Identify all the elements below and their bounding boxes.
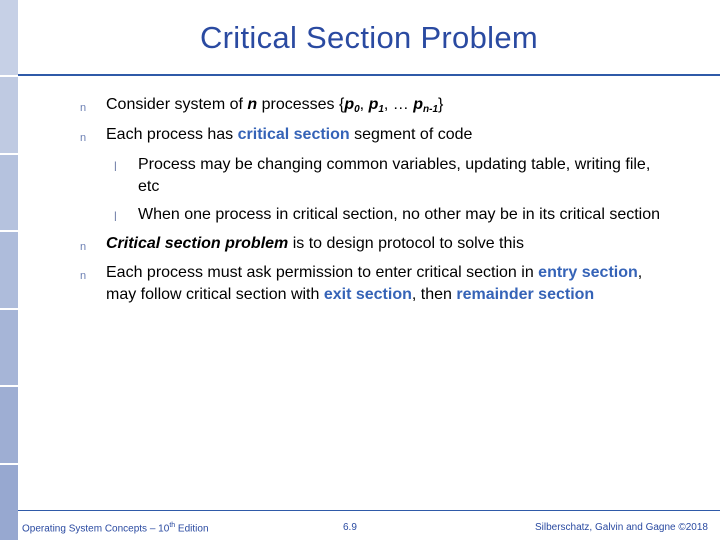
sidebar-segment [0,0,18,77]
sidebar-decoration [0,0,18,540]
sidebar-segment [0,155,18,232]
footer-book-title: Operating System Concepts – 10th Edition [22,522,209,535]
sidebar-segment [0,310,18,387]
sidebar-segment [0,465,18,540]
sub-bullet-item: l When one process in critical section, no other may be in its critical section [80,204,660,226]
footer-page-number: 6.9 [343,522,357,533]
bullet-item: n Consider system of n processes {$p_0$, $p_1$, … $p_{n-1}$} [80,94,660,116]
sidebar-segment [0,232,18,309]
sidebar-segment [0,387,18,464]
slide-content [80,90,660,306]
sub-bullet-marker-icon: l [114,209,117,224]
footer-copyright: Silberschatz, Galvin and Gagne ©2018 [534,522,708,533]
bullet-item: n Each process has critical section segment of code [80,124,660,146]
bullet-item: n Each process must ask permission to enter critical section in entry section, may follow critical section with exit section, then remainder section [80,264,643,303]
sub-bullet-item: l Process may be changing common variables, updating table, writing file, etc [114,156,651,195]
bullet-marker-icon: n [80,241,87,253]
title-divider [18,74,720,76]
bullet-marker-icon: n [80,102,87,114]
bullet-marker-icon: n [80,270,87,282]
sub-bullet-marker-icon: l [114,159,117,174]
slide-title: Critical Section Problem [200,20,538,55]
sidebar-segment [0,77,18,154]
footer-divider [18,510,720,511]
bullet-item: n Critical section problem is to design protocol to solve this [80,233,660,255]
bullet-marker-icon: n [80,132,87,144]
